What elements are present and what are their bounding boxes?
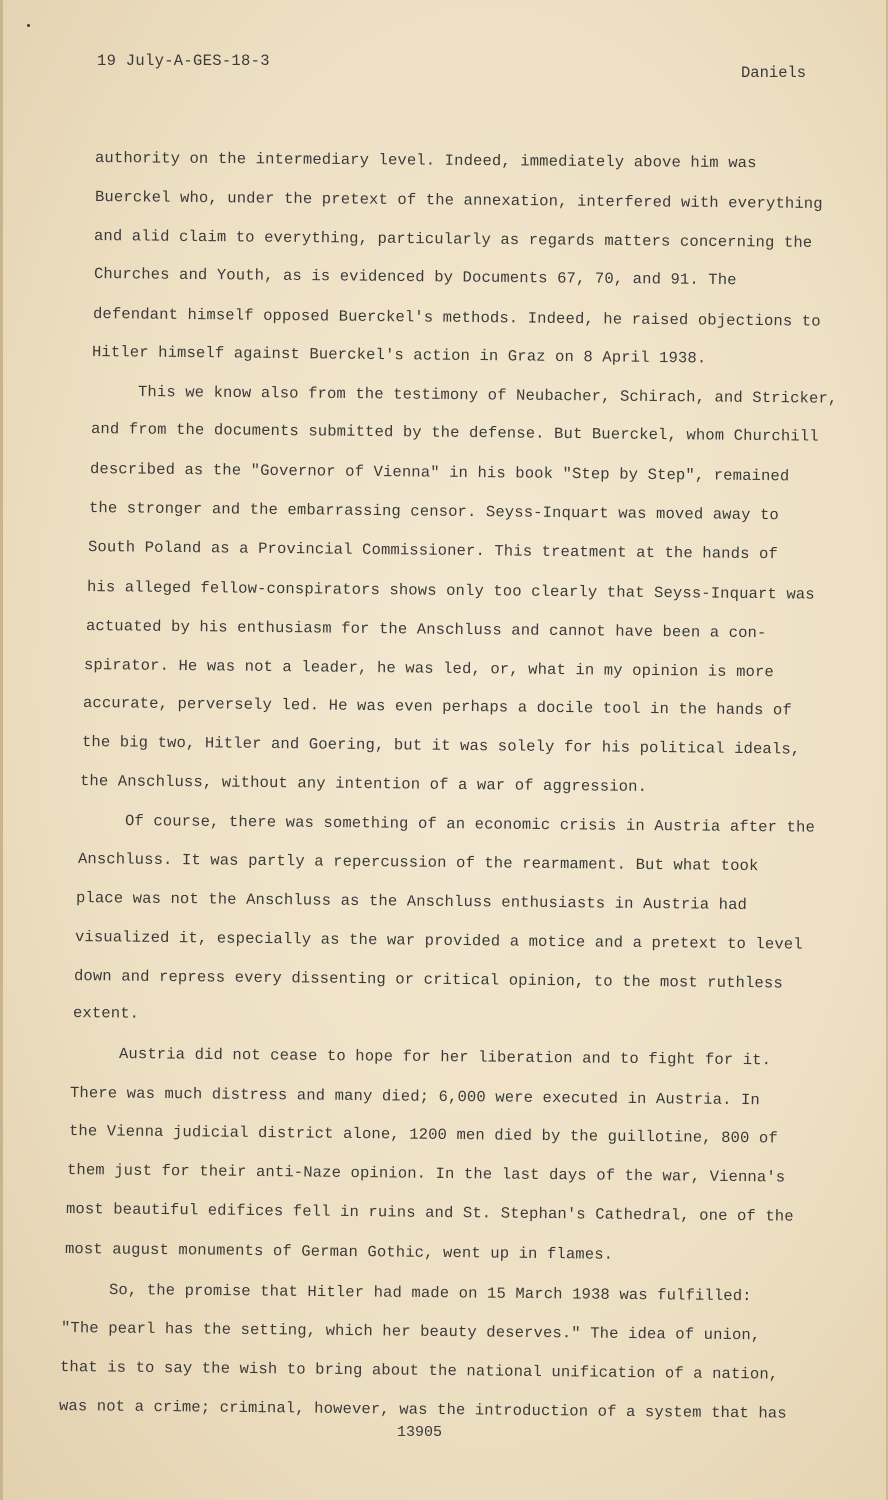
text-line: This we know also from the testimony of Neubacher, Schirach, and Stricker,: [137, 383, 838, 408]
text-line: was not a crime; criminal, however, was the introduction of a system that has: [58, 1397, 787, 1423]
text-line: There was much distress and many died; 6,000 were executed in Austria. In: [69, 1084, 761, 1110]
text-line: extent.: [72, 1004, 140, 1023]
text-line: Of course, there was something of an economic crisis in Austria after the: [124, 812, 816, 837]
text-line: Hitler himself against Buerckel's action in Graz on 8 April 1938.: [91, 343, 707, 368]
speaker-name: Daniels: [741, 64, 807, 82]
text-line: Buerckel who, under the pretext of the annexation, interfered with everything: [94, 188, 823, 213]
text-line: that is to say the wish to bring about the national unification of a nation,: [59, 1358, 779, 1384]
text-line: defendant himself opposed Buerckel's methods. Indeed, he raised objections to: [92, 305, 821, 331]
text-line: the big two, Hitler and Goering, but it was solely for his political ideals,: [81, 733, 801, 759]
text-line: Churches and Youth, as is evidenced by Documents 67, 70, and 91. The: [93, 265, 737, 290]
speck-mark: [27, 24, 30, 27]
text-line: authority on the intermediary level. Indeed, immediately above him was: [94, 149, 757, 173]
document-reference: 19 July-A-GES-18-3: [97, 52, 270, 70]
text-line: Austria did not cease to hope for her liberation and to fight for it.: [118, 1045, 772, 1070]
page-number: 13905: [397, 1424, 443, 1441]
text-line: down and repress every dissenting or critical opinion, to the most ruthless: [73, 967, 783, 993]
text-line: the stronger and the embarrassing censor. Seyss-Inquart was moved away to: [88, 499, 780, 525]
text-line: "The pearl has the setting, which her beauty deserves." The idea of union,: [60, 1319, 761, 1345]
text-line: So, the promise that Hitler had made on 15 March 1938 was fulfilled:: [108, 1281, 752, 1306]
text-line: visualized it, especially as the war provided a motice and a pretext to level: [74, 928, 803, 954]
text-line: the Vienna judicial district alone, 1200 men died by the guillotine, 800 of: [68, 1122, 778, 1148]
text-line: South Poland as a Provincial Commissioner. This treatment at the hands of: [87, 538, 779, 564]
text-line: described as the "Governor of Vienna" in his book "Step by Step", remained: [89, 460, 790, 486]
text-line: most beautiful edifices fell in ruins and St. Stephan's Cathedral, one of the: [65, 1200, 794, 1226]
text-line: and alid claim to everything, particularly as regards matters concerning the: [93, 227, 813, 252]
text-line: place was not the Anschluss as the Anschluss enthusiasts in Austria had: [75, 889, 748, 915]
text-line: Anschluss. It was partly a repercussion of the rearmament. But what took: [77, 850, 759, 876]
text-line: the Anschluss, without any intention of a war of aggression.: [79, 772, 648, 796]
text-line: his alleged fellow-conspirators shows only too clearly that Seyss-Inquart was: [86, 578, 815, 604]
text-line: most august monuments of German Gothic, went up in flames.: [64, 1240, 614, 1264]
text-line: accurate, perversely led. He was even perhaps a docile tool in the hands of: [82, 694, 792, 720]
text-line: actuated by his enthusiasm for the Anschluss and cannot have been a con-: [85, 617, 767, 643]
text-line: them just for their anti-Naze opinion. In the last days of the war, Vienna's: [66, 1161, 786, 1187]
text-line: and from the documents submitted by the defense. But Buerckel, whom Churchill: [90, 420, 819, 446]
text-line: spirator. He was not a leader, he was led, or, what in my opinion is more: [83, 656, 775, 682]
